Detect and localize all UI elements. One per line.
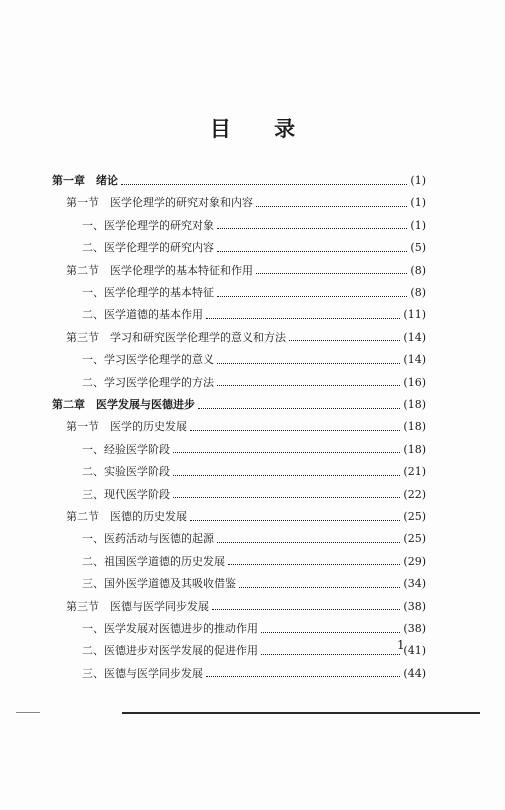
toc-page: (14) <box>403 353 426 367</box>
toc-page: (21) <box>403 465 426 479</box>
toc-leader-dots <box>190 430 400 431</box>
toc-page: (38) <box>403 599 426 613</box>
toc-label: 三、国外医学道德及其吸收借鉴 <box>82 577 236 591</box>
toc-leader-dots <box>206 676 400 677</box>
toc-leader-dots <box>256 206 407 207</box>
toc-item <box>82 216 426 236</box>
toc-label: 第二节 医学伦理学的基本特征和作用 <box>66 263 253 277</box>
toc-leader-dots <box>173 452 400 453</box>
toc-item <box>82 305 426 325</box>
toc-page: (14) <box>403 330 426 344</box>
toc-section <box>66 261 426 281</box>
toc-page: (25) <box>403 510 426 523</box>
toc-page: (8) <box>410 263 426 277</box>
toc-label: 二、实验医学阶段 <box>82 465 170 479</box>
toc-item <box>82 238 426 258</box>
toc-label: 第二章 医学发展与医德进步 <box>52 398 195 411</box>
toc-leader-dots <box>261 632 400 633</box>
toc-page: (18) <box>403 398 426 411</box>
toc-label: 一、医学伦理学的基本特征 <box>82 286 214 299</box>
toc-page: (8) <box>410 286 426 299</box>
toc-page: (25) <box>403 532 426 546</box>
toc-page: (1) <box>410 174 426 187</box>
toc-page: (11) <box>403 308 426 322</box>
toc-label: 二、医德进步对医学发展的促进作用 <box>82 644 258 658</box>
toc-label: 三、医德与医学同步发展 <box>82 666 203 680</box>
toc-leader-dots <box>217 296 407 297</box>
toc-page: (18) <box>403 442 426 456</box>
page-number: 1 <box>397 638 405 652</box>
toc-item <box>82 462 426 482</box>
toc-item <box>82 664 426 684</box>
toc-label: 一、学习医学伦理学的意义 <box>82 353 214 367</box>
toc-item <box>82 485 426 505</box>
toc-leader-dots <box>228 564 400 565</box>
toc-page: (16) <box>403 375 426 389</box>
toc-item <box>82 552 426 572</box>
toc-leader-dots <box>239 587 400 588</box>
toc-item <box>82 283 426 303</box>
toc-label: 第一章 绪论 <box>52 174 118 187</box>
toc-label: 二、学习医学伦理学的方法 <box>82 375 214 389</box>
toc-leader-dots <box>121 184 407 185</box>
footer-rule <box>122 712 480 714</box>
toc-section <box>66 597 426 617</box>
toc-page: (38) <box>403 622 426 635</box>
toc-page: (41) <box>403 644 426 658</box>
toc-label: 二、祖国医学道德的历史发展 <box>82 554 225 568</box>
toc-leader-dots <box>217 363 400 364</box>
toc-leader-dots <box>190 520 400 521</box>
toc-label: 第三节 医德与医学同步发展 <box>66 599 209 613</box>
toc-item <box>82 529 426 549</box>
toc-item <box>82 619 426 639</box>
toc-leader-dots <box>217 228 407 229</box>
toc-label: 第二节 医德的历史发展 <box>66 510 187 523</box>
toc-label: 二、医学道德的基本作用 <box>82 308 203 322</box>
toc-section <box>66 417 426 437</box>
toc-leader-dots <box>261 654 400 655</box>
toc-page: (1) <box>410 218 426 232</box>
toc-leader-dots <box>173 497 400 498</box>
toc-leader-dots <box>217 385 400 386</box>
toc-page: (44) <box>403 666 426 680</box>
toc-label: 第一节 医学伦理学的研究对象和内容 <box>66 196 253 210</box>
toc-leader-dots <box>198 408 400 409</box>
toc-label: 一、医学伦理学的研究对象 <box>82 218 214 232</box>
toc-item <box>82 574 426 594</box>
toc-item <box>82 373 426 393</box>
toc-page: (18) <box>403 420 426 434</box>
toc-leader-dots <box>289 340 400 341</box>
toc-page: (29) <box>403 554 426 568</box>
toc-leader-dots <box>217 542 400 543</box>
toc-item <box>82 350 426 370</box>
toc-section <box>66 328 426 348</box>
toc-page: (1) <box>410 196 426 210</box>
toc-label: 第三节 学习和研究医学伦理学的意义和方法 <box>66 330 286 344</box>
toc-item <box>82 641 426 661</box>
toc-leader-dots <box>212 609 400 610</box>
toc-page: (5) <box>410 241 426 255</box>
toc-leader-dots <box>206 318 400 319</box>
toc-label: 三、现代医学阶段 <box>82 487 170 501</box>
toc-chapter <box>52 171 426 191</box>
toc-section <box>66 193 426 213</box>
page-title: 目 录 <box>209 117 314 141</box>
toc-leader-dots <box>256 273 407 274</box>
toc-label: 一、医学发展对医德进步的推动作用 <box>82 622 258 635</box>
footer-mark <box>16 712 40 713</box>
toc-section <box>66 507 426 527</box>
toc-page: (34) <box>403 577 426 591</box>
toc-label: 一、医药活动与医德的起源 <box>82 532 214 546</box>
toc-label: 二、医学伦理学的研究内容 <box>82 241 214 255</box>
toc-chapter <box>52 395 426 415</box>
toc-label: 第一节 医学的历史发展 <box>66 420 187 434</box>
toc-item <box>82 440 426 460</box>
toc-leader-dots <box>217 251 407 252</box>
toc-page: (22) <box>403 487 426 501</box>
toc-leader-dots <box>173 475 400 476</box>
toc-label: 一、经验医学阶段 <box>82 442 170 456</box>
